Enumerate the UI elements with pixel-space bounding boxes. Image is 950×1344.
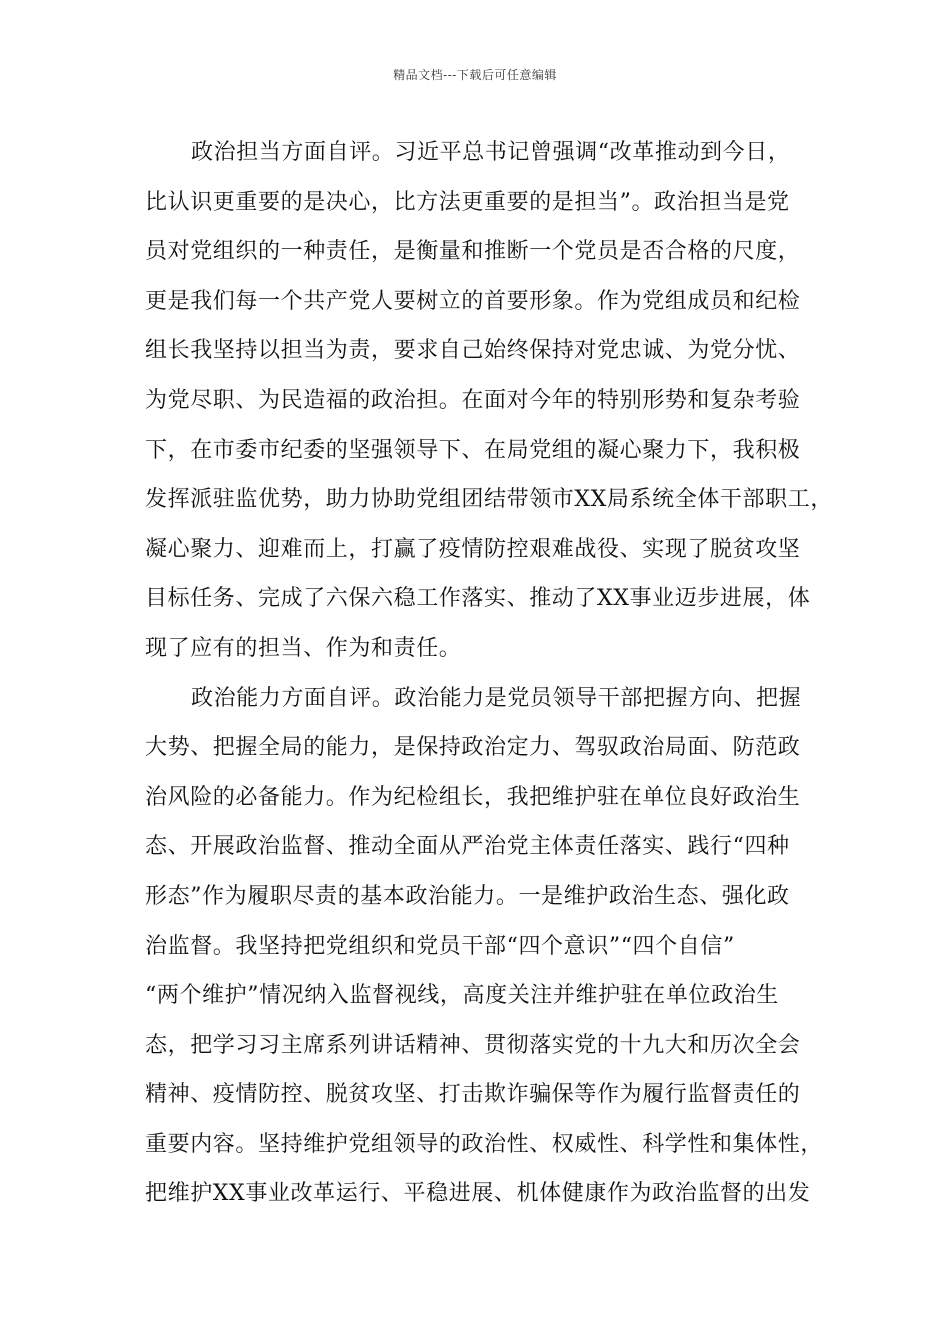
paragraph-line: “两个维护”情况纳入监督视线，高度关注并维护驻在单位政治生	[145, 983, 779, 1009]
paragraph-line: 现了应有的担当、作为和责任。	[145, 635, 462, 661]
paragraph-line: 形态”作为履职尽责的基本政治能力。一是维护政治生态、强化政	[145, 883, 790, 909]
document-body	[145, 128, 833, 1219]
paragraph-line: 凝心聚力、迎难而上，打赢了疫情防控艰难战役、实现了脱贫攻坚	[145, 536, 801, 562]
paragraph-line: 态，把学习习主席系列讲话精神、贯彻落实党的十九大和历次全会	[145, 1032, 801, 1058]
paragraph-line: 政治担当方面自评。习近平总书记曾强调“改革推动到今日，	[191, 140, 791, 165]
paragraph-line: 大势、把握全局的能力，是保持政治定力、驾驭政治局面、防范政	[145, 735, 801, 761]
paragraph-line: 为党尽职、为民造福的政治担。在面对今年的特别形势和复杂考验	[145, 387, 801, 413]
paragraph-line: 更是我们每一个共产党人要树立的首要形象。作为党组成员和纪检	[145, 288, 801, 314]
paragraph-line: 治风险的必备能力。作为纪检组长，我把维护驻在单位良好政治生	[145, 784, 801, 810]
paragraph-line: 目标任务、完成了六保六稳工作落实、推动了XX事业迈步进展，体	[145, 586, 811, 612]
paragraph-line: 精神、疫情防控、脱贫攻坚、打击欺诈骗保等作为履行监督责任的	[145, 1082, 801, 1108]
paragraph-line: 把维护XX事业改革运行、平稳进展、机体健康作为政治监督的出发	[145, 1181, 811, 1207]
paragraph-line: 发挥派驻监优势，助力协助党组团结带领市XX局系统全体干部职工，	[145, 487, 833, 513]
page-header: 精品文档---下载后可任意编辑	[393, 68, 557, 82]
paragraph-political-ability	[145, 674, 825, 1220]
paragraph-political-responsibility	[145, 128, 833, 674]
paragraph-line: 治监督。我坚持把党组织和党员干部“四个意识”“四个自信”	[145, 933, 735, 959]
paragraph-line: 员对党组织的一种责任，是衡量和推断一个党员是否合格的尺度，	[145, 239, 801, 265]
paragraph-line: 重要内容。坚持维护党组领导的政治性、权威性、科学性和集体性，	[145, 1131, 824, 1157]
paragraph-line: 态、开展政治监督、推动全面从严治党主体责任落实、践行“四种	[145, 834, 790, 860]
paragraph-line: 下，在市委市纪委的坚强领导下、在局党组的凝心聚力下，我积极	[145, 437, 801, 463]
paragraph-line: 政治能力方面自评。政治能力是党员领导干部把握方向、把握	[191, 685, 802, 711]
paragraph-line: 比认识更重要的是决心，比方法更重要的是担当”。政治担当是党	[145, 189, 790, 215]
paragraph-line: 组长我坚持以担当为责，要求自己始终保持对党忠诚、为党分忧、	[145, 338, 801, 364]
